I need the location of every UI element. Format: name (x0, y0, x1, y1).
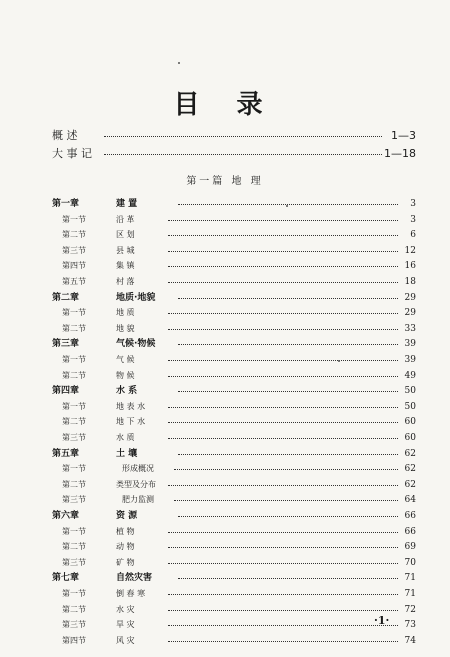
toc-title: 倒 春 寒 (116, 589, 146, 598)
toc-section-row[interactable] (0, 555, 450, 571)
toc-section-row[interactable] (0, 321, 450, 337)
toc-page-number: 16 (404, 261, 416, 272)
toc-title: 形成概况 (122, 464, 154, 474)
toc-number: 第一节 (62, 355, 86, 364)
toc-number: 第一章 (52, 199, 80, 209)
toc-title: 水 系 (116, 386, 138, 397)
leader-dots (178, 344, 398, 345)
leader-dots (178, 391, 398, 392)
toc-page-number: 18 (404, 277, 416, 287)
toc-page-number: 64 (404, 495, 416, 506)
toc-section-row[interactable] (0, 492, 450, 508)
front-entry[interactable] (0, 146, 450, 162)
leader-dots (168, 641, 398, 642)
toc-page-number: 71 (404, 573, 416, 584)
leader-dots (168, 625, 398, 626)
toc-section-row[interactable] (0, 539, 450, 555)
toc-page-number: 6 (410, 230, 416, 241)
front-entry-label: 概 述 (52, 129, 78, 142)
toc-number: 第一节 (62, 589, 86, 598)
toc-title: 县 城 (116, 245, 135, 255)
toc-page-number: 49 (404, 370, 416, 381)
page-folio: ·1· (374, 614, 390, 627)
toc-page-number: 50 (404, 386, 416, 397)
leader-dots (168, 329, 398, 330)
toc-chapter-row[interactable] (0, 508, 450, 524)
toc-number: 第六章 (52, 511, 80, 521)
toc-title: 自然灾害 (116, 573, 153, 584)
leader-dots (174, 500, 398, 501)
toc-number: 第一节 (62, 214, 86, 224)
toc-title: 地质·地貌 (116, 292, 156, 303)
toc-page-number: 66 (404, 526, 416, 537)
leader-dots (168, 376, 398, 377)
toc-page-number: 74 (404, 635, 416, 646)
toc-page-number: 66 (404, 511, 416, 521)
toc-title: 类型及分布 (116, 479, 156, 489)
leader-dots (168, 485, 398, 486)
toc-number: 第二节 (62, 370, 86, 380)
leader-dots (168, 547, 398, 548)
leader-dots (168, 422, 398, 423)
toc-page-number: 71 (404, 589, 416, 599)
toc-number: 第三节 (62, 495, 86, 505)
toc-number: 第二节 (62, 604, 86, 614)
toc-chapter-row[interactable] (0, 336, 450, 352)
toc-page-number: 72 (404, 604, 416, 615)
leader-dots (174, 469, 398, 470)
scan-speck (178, 62, 180, 64)
toc-number: 第四节 (62, 635, 86, 645)
toc-title: 建 置 (116, 199, 138, 209)
toc-page-number: 33 (404, 323, 416, 334)
toc-title: 水 灾 (116, 604, 135, 614)
toc-section-row[interactable] (0, 430, 450, 446)
toc-section-row[interactable] (0, 368, 450, 384)
toc-number: 第二章 (52, 292, 80, 303)
toc-title: 区 划 (116, 230, 135, 240)
leader-dots (168, 438, 398, 439)
toc-title: 土 壤 (116, 448, 138, 459)
front-entry-page: 1—3 (391, 129, 416, 142)
toc-section-row[interactable] (0, 212, 450, 228)
toc-title: 沿 革 (116, 214, 135, 224)
toc-title: 气候·物候 (116, 339, 156, 350)
leader-dots (168, 220, 398, 221)
toc-section-row[interactable] (0, 227, 450, 243)
toc-section-row[interactable] (0, 524, 450, 540)
toc-title: 肥力监测 (122, 495, 154, 505)
toc-page-number: 60 (404, 417, 416, 428)
toc-page-number: 3 (410, 199, 416, 209)
toc-title: 水 质 (116, 433, 135, 442)
toc-title: 地 貌 (116, 323, 135, 333)
toc-number: 第二节 (62, 323, 86, 333)
toc-section-row[interactable] (0, 305, 450, 321)
toc-number: 第一节 (62, 526, 86, 536)
leader-dots (104, 136, 382, 137)
leader-dots (168, 251, 398, 252)
scan-speck (286, 205, 288, 207)
toc-number: 第三节 (62, 433, 86, 442)
toc-section-row[interactable] (0, 633, 450, 649)
front-entry-label: 大 事 记 (52, 147, 92, 160)
leader-dots (178, 298, 398, 299)
leader-dots (178, 454, 398, 455)
toc-title: 气 候 (116, 355, 135, 364)
toc-section-row[interactable] (0, 586, 450, 602)
toc-number: 第五章 (52, 448, 80, 459)
toc-number: 第七章 (52, 573, 80, 584)
toc-title: 资 源 (116, 511, 138, 521)
toc-section-row[interactable] (0, 274, 450, 290)
front-entry-page: 1—18 (384, 147, 416, 160)
toc-number: 第五节 (62, 277, 86, 286)
toc-chapter-row[interactable] (0, 196, 450, 212)
leader-dots (168, 313, 398, 314)
toc-page-number: 69 (404, 542, 416, 553)
toc-page-number: 73 (404, 620, 416, 631)
toc-number: 第一节 (62, 308, 86, 318)
toc-section-row[interactable] (0, 258, 450, 274)
toc-title: 动 物 (116, 542, 135, 552)
toc-section-row[interactable] (0, 352, 450, 368)
toc-number: 第二节 (62, 230, 86, 240)
toc-title: 集 镇 (116, 261, 135, 271)
leader-dots (178, 516, 398, 517)
leader-dots (168, 594, 398, 595)
page-title: 目 录 (173, 90, 277, 120)
toc-title: 地 质 (116, 308, 135, 318)
leader-dots (168, 282, 398, 283)
scan-speck (338, 360, 340, 362)
toc-number: 第二节 (62, 417, 86, 427)
toc-chapter-row[interactable] (0, 446, 450, 462)
toc-number: 第三节 (62, 620, 86, 630)
toc-page-number: 12 (404, 245, 416, 256)
leader-dots (168, 407, 398, 408)
toc-number: 第三章 (52, 339, 80, 350)
toc-title: 矿 物 (116, 557, 135, 567)
toc-page-number: 29 (404, 308, 416, 319)
toc-number: 第一节 (62, 464, 86, 474)
toc-title: 植 物 (116, 526, 135, 536)
toc-page-number: 62 (404, 448, 416, 459)
toc-number: 第三节 (62, 557, 86, 567)
toc-page-number: 39 (404, 339, 416, 350)
toc-page-number: 70 (404, 557, 416, 568)
toc-page-number: 50 (404, 401, 416, 412)
toc-title: 地 表 水 (116, 401, 146, 411)
toc-chapter-row[interactable] (0, 290, 450, 306)
leader-dots (168, 563, 398, 564)
toc-page-number: 3 (410, 214, 416, 225)
toc-section-row[interactable] (0, 461, 450, 477)
toc-title: 物 候 (116, 370, 135, 380)
leader-dots (168, 610, 398, 611)
leader-dots (168, 360, 398, 361)
toc-number: 第三节 (62, 245, 86, 255)
toc-page-number: 29 (404, 292, 416, 303)
part-title: 第一篇 地 理 (186, 176, 264, 187)
leader-dots (168, 266, 398, 267)
toc-number: 第一节 (62, 401, 86, 411)
toc-page-number: 39 (404, 355, 416, 365)
toc-number: 第四节 (62, 261, 86, 271)
toc-number: 第二节 (62, 542, 86, 552)
toc-page-number: 62 (404, 464, 416, 475)
front-entry[interactable] (0, 128, 450, 144)
toc-page-number: 60 (404, 433, 416, 443)
toc-section-row[interactable] (0, 477, 450, 493)
toc-chapter-row[interactable] (0, 383, 450, 399)
toc-title: 地 下 水 (116, 417, 146, 427)
toc-number: 第四章 (52, 386, 80, 397)
leader-dots (104, 154, 382, 155)
leader-dots (178, 578, 398, 579)
toc-chapter-row[interactable] (0, 570, 450, 586)
toc-title: 旱 灾 (116, 620, 135, 630)
leader-dots (178, 204, 398, 205)
leader-dots (168, 235, 398, 236)
toc-section-row[interactable] (0, 399, 450, 415)
toc-number: 第二节 (62, 479, 86, 489)
leader-dots (168, 532, 398, 533)
toc-section-row[interactable] (0, 414, 450, 430)
toc-page-number: 62 (404, 479, 416, 490)
toc-section-row[interactable] (0, 243, 450, 259)
toc-title: 村 落 (116, 277, 135, 286)
toc-title: 风 灾 (116, 635, 135, 645)
